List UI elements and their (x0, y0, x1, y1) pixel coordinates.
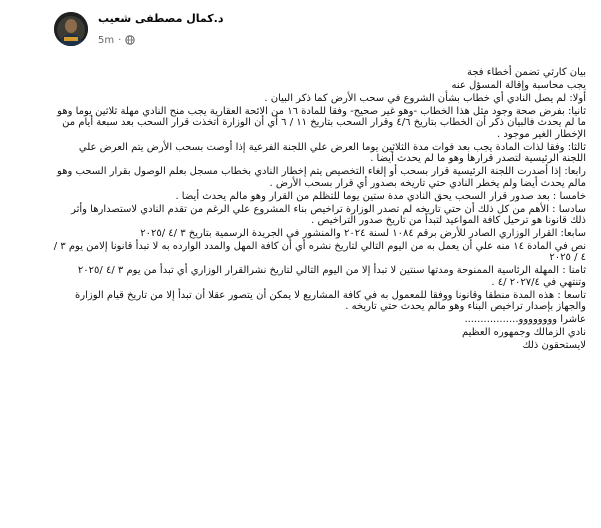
post-paragraph: سابعا: القرار الوزاري الصادر للأرض برقم ١٠٨٤ لسنة ٢٠٢٤ والمنشور في الجريدة الرسمية بتاريخ ٣ /٤ /٢٠٢٥ (140, 228, 586, 240)
globe-icon (125, 35, 135, 45)
post-paragraph: سادسا : الأهم من كل ذلك أن حتي تاريخه لم تصدر الوزارة تراخيص بناء المشروع علي الرغم من تقدم النادي لاستصدارها وأثر ذلك قانونا هو ترحيل كافة المواعيد لتبدأ من تاريخ صدور التراخيص . (71, 203, 586, 227)
meta-separator: · (118, 34, 122, 46)
post-paragraph: نص في المادة ١٤ منه علي أن يعمل به من اليوم التالي لتاريخ نشره أي أن كافة المهل والمدد الوارده به لا تبدأ قانونا إلامن يوم ٣ / ٤ / ٢٠٢٥ (53, 241, 586, 264)
post-paragraph: عاشرا وووووووو................. (464, 314, 586, 326)
author-name[interactable]: د.كمال مصطفى شعيب (98, 12, 224, 25)
post-paragraph: أولا: لم يصل النادي أي خطاب بشأن الشروع في سحب الأرض كما ذكر البيان . (264, 93, 586, 104)
post-paragraph: ثانيا: بفرض صحة وجود مثل هذا الخطاب -وهو غير صحيح- وفقا للمادة ١٦ من الائحة العقارية يجب منح النادي مهلة ثلاثين يوما وهو ما لم يحدث فالبيان ذكر أن الخطاب بتاريخ ٤/٦ وقرار السحب بتاريخ ١١ / ٦ أي أن الوزارة اتخذت قرار السحب بعد سبعة أيام من الإخطار الغير موجود . (57, 106, 586, 140)
post-paragraph: يجب محاسبة وإقالة المسؤل عنه (451, 80, 586, 91)
avatar-image (54, 12, 88, 46)
post-paragraph: خامسا : بعد صدور قرار السحب يحق النادي مدة ستين يوما للتظلم من القرار وهو مالم يحدث أيضا . (175, 190, 586, 202)
post-paragraph: نادي الزمالك وجمهوره العظيم (461, 327, 586, 339)
post-header (54, 12, 554, 56)
post-paragraph: تاسعا : هذه المدة منطقا وقانونا ووفقا للمعمول به في كافة المشاريع لا يمكن أن يتصور عقلا أن تبدأ إلا من تاريخ قيام الوزارة والجهاز بإصدار تراخيص البناء وهو مالم يحدث حتي تاريخه . (75, 289, 586, 313)
post-timestamp[interactable]: 5m (98, 34, 115, 46)
post-paragraph: بيان كارثي تضمن أخطاء فجة (466, 67, 586, 78)
author-avatar[interactable] (54, 12, 88, 46)
post-paragraph: لايستحقون ذلك (522, 340, 586, 352)
post-meta (98, 33, 135, 47)
post-paragraph: ثالثا: وفقا لذات المادة يجب بعد فوات مدة الثلاثين يوما العرض علي اللجنة الفرعية إذا أوصت بسحب الأرض يتم العرض علي اللجنة الرئيسية لتصدر قرارها وهو ما لم يحدث أيضا . (78, 141, 586, 165)
post-paragraph: رابعا: إذا أصدرت اللجنة الرئيسية قرار بسحب أو إلغاء التخصيص يتم إخطار النادي بخطاب مسجل بعلم الوصول بقرار السحب وهو مالم يحدث أيضا ولم يخطر النادي حتي تاريخه بصدور أي قرار بسحب الأرض . (57, 166, 586, 189)
post-body (52, 67, 586, 353)
post-paragraph: ثامنا : المهلة الرئاسية الممنوحة ومدتها سنتين لا تبدأ إلا من اليوم التالي لتاريخ نشرالقرار الوزاري أي تبدأ من يوم ٣ /٤ /٢٠٢٥ وتنتهي في ٢٠٢٧/٤ /٤ . (77, 265, 586, 288)
